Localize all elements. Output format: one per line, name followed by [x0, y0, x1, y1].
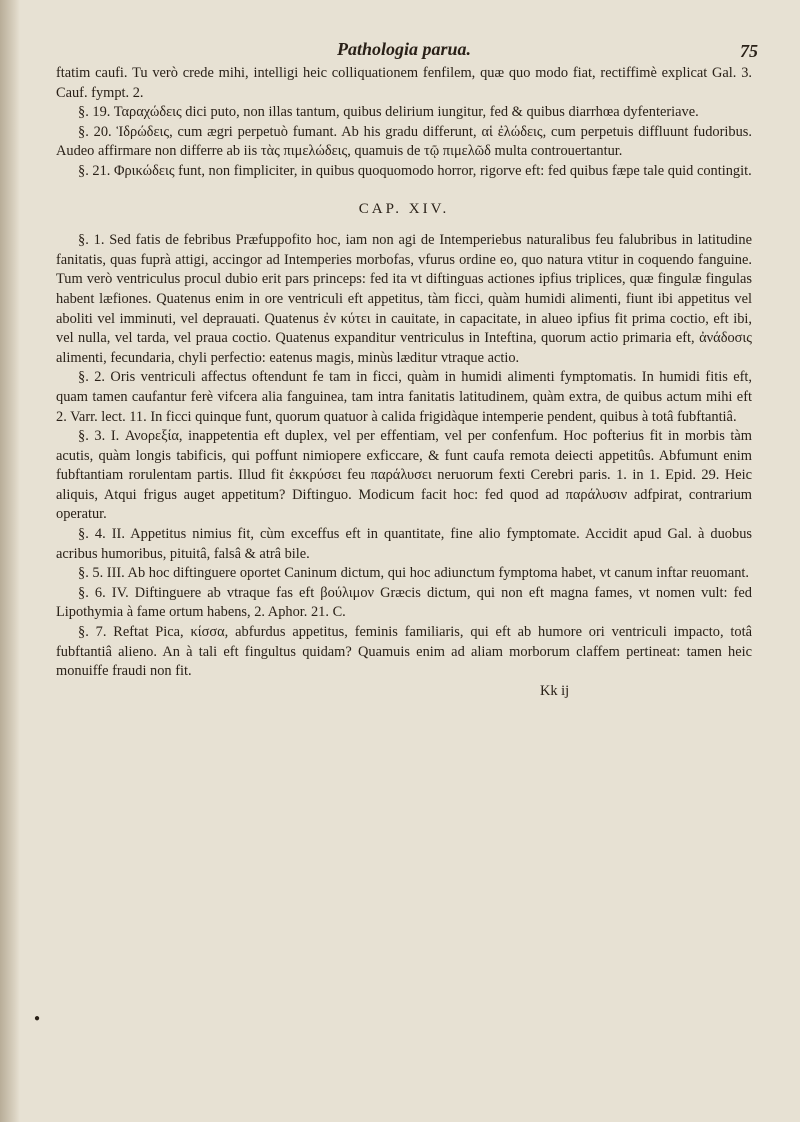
text-block [56, 38, 758, 702]
paragraph: §. 19. Ταραχώδεις dici puto, non illas tantum, quibus delirium iungitur, fed & quibus diarrhœa dyfenteriave. [78, 104, 699, 121]
signature-line [56, 682, 752, 702]
paragraph: §. 7. Reftat Pica, κίσσα, abfurdus appetitus, feminis familiaris, qui eft ab humore ori ventriculi impacto, totâ fubftantiâ alieno. An à tali eft fingultus quidam? Quamuis enim ad aliam morborum claffem pertineat: tamen heic monuiffe fraudi non fit. [56, 624, 752, 680]
signature-mark: Kk ij [540, 682, 570, 699]
running-title: Pathologia parua. [336, 39, 472, 59]
paragraph: §. 2. Oris ventriculi affectus oftendunt fe tam in ficci, quàm in humidi alimenti fymptomatis. In humidi fitis eft, quam tamen caufantur ferè vifcera alia fanguinea, tam intra fanitatis latitudinem, quàm extra, de quibus actum mihi eft 2. Varr. lect. 11. In ficci quinque funt, quorum quatuor à calida frigidàque intemperie pendent, quibus à totâ fubftantiâ. [56, 369, 752, 425]
paragraph: §. 6. IV. Diftinguere ab vtraque fas eft βούλιμον Græcis dictum, qui non eft magna fames, vt nomen vult: fed Lipothymia à fame ortum habens, 2. Aphor. 21. C. [56, 584, 752, 621]
chapter-heading: CAP. XIV. [358, 200, 450, 217]
page-number: 75 [740, 41, 758, 61]
paragraph: §. 5. III. Ab hoc diftinguere oportet Caninum dictum, qui hoc adiunctum fymptoma habet, vt canum inftar reuomant. [78, 565, 749, 582]
margin-bullet-icon: ● [34, 1013, 41, 1024]
paragraph: §. 1. Sed fatis de febribus Præfuppofito hoc, iam non agi de Intemperiebus naturalibus feu falubribus in latitudine fanitatis, quas fuprà attigi, accingor ad Intemperies morbofas, vfurus ordine eo, quo natura vtitur in coquendo fanguine. Tum verò ventriculus procul dubio erit pars princeps: fed ita vt diftinguas actiones ipfius triplices, quæ fingulæ fingulas habent læfiones. Quatenus enim in ore ventriculi eft appetitus, tàm ficci, quàm humidi alimenti, fiunt ibi appetitus vel aboliti vel imminuti, vel deprauati. Quatenus ἐν κύτει in cauitate, in capacitate, in alueo ipfius fit prima coctio, eft ibi, vel nulla, vel tarda, vel praua coctio. Quatenus expanditur ventriculus in Inteftina, quorum actio primaria eft, ἀνάδοσις alimenti, fecundaria, chyli perfectio: eatenus magis, minùs læditur vtraque actio. [56, 232, 752, 366]
paragraph: §. 20. Ἱδρώδεις, cum ægri perpetuò fumant. Ab his gradu differunt, αἱ ἐλώδεις, cum perpetuis diffluunt fudoribus. Audeo affirmare non differre ab iis τὰς πιμελώδεις, quamuis de τῷ πιμελῶδ multa controuertantur. [56, 123, 752, 160]
paragraph: §. 3. I. Ανορεξία, inappetentia eft duplex, vel per effentiam, vel per confenfum. Hoc pofterius fit in morbis tàm acutis, quàm longis tabificis, qui poffunt nimiopere exficcare, & funt caufa remota deiecti appetitûs. Abfumunt enim fubftantiam rorulentam partis. Illud fit ἐκκρύσει feu παράλυσει neruorum fexti Cerebri paris. 1. in 1. Epid. 29. Heic aliquis, Atqui frigus auget appetitum? Diftinguo. Modicum facit hoc: fed quod ad παράλυσιν adfpirat, contrarium operatur. [56, 428, 752, 523]
running-head [56, 38, 758, 62]
paragraph: ftatim caufi. Tu verò crede mihi, intelligi heic colliquationem fenfilem, quæ quo modo fiat, rectiffimè explicat Gal. 3. Cauf. fympt. 2. [56, 65, 752, 101]
binding-gutter [0, 0, 20, 1122]
paragraph: §. 4. II. Appetitus nimius fit, cùm exceffus eft in quantitate, fine alio fymptomate. Accidit apud Gal. à duobus acribus humoribus, pituitâ, falsâ & atrâ bile. [56, 526, 752, 562]
paragraph: §. 21. Φρικώδεις funt, non fimpliciter, in quibus quoquomodo horror, rigorve eft: fed quibus fæpe tale quid contingit. [78, 162, 752, 179]
